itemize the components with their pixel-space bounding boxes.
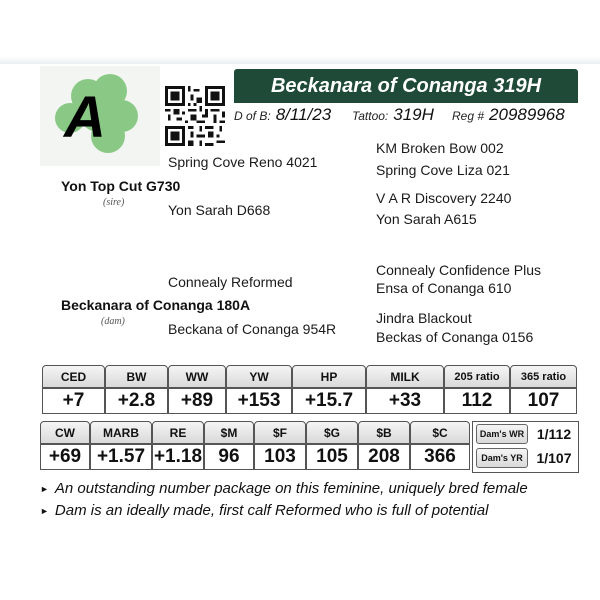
pedigree-ds-dam: Ensa of Conanga 610 — [376, 280, 512, 296]
epd-value: +1.18 — [152, 444, 204, 470]
dob-label: D of B: — [234, 109, 271, 123]
grade-letter: A — [64, 85, 106, 150]
epd-value: 96 — [204, 444, 254, 470]
bullet-icon: ► — [40, 483, 49, 494]
dam-wr-value: 1/112 — [536, 426, 572, 442]
epd-value: 208 — [358, 444, 410, 470]
epd-value-row — [42, 388, 577, 414]
pedigree-dam: Beckanara of Conanga 180A — [61, 297, 251, 313]
epd-value: 103 — [254, 444, 306, 470]
pedigree-sd-dam: Yon Sarah A615 — [376, 211, 477, 227]
epd-value: +89 — [168, 388, 226, 414]
pedigree-sire: Yon Top Cut G730 — [61, 178, 181, 194]
bullet-icon: ► — [40, 505, 49, 516]
epd-header: WW — [168, 365, 226, 388]
epd-value: +69 — [40, 444, 90, 470]
note-text: An outstanding number package on this feminine, uniquely bred female — [54, 480, 528, 497]
dob-value: 8/11/23 — [275, 105, 332, 124]
animal-name-title: Beckanara of Conanga 319H — [234, 69, 578, 103]
dam-wr-label: Dam's WR — [476, 424, 528, 444]
sire-note: (sire) — [103, 197, 125, 208]
epd-header: CED — [42, 365, 105, 388]
epd-header: $F — [254, 421, 306, 444]
note-text: Dam is an ideally made, first calf Reformed who is full of potential — [54, 502, 489, 519]
dam-yr-label: Dam's YR — [476, 448, 528, 468]
epd-header: $G — [306, 421, 358, 444]
reg-label: Reg # — [452, 109, 485, 123]
reg-group — [452, 105, 565, 127]
epd-header: MARB — [90, 421, 152, 444]
pedigree-sd-sire: V A R Discovery 2240 — [376, 190, 512, 206]
epd-value: 366 — [410, 444, 470, 470]
tattoo-label: Tattoo: — [352, 109, 389, 123]
qr-code[interactable] — [165, 86, 225, 146]
dam-yr-value: 1/107 — [536, 450, 572, 466]
tattoo-group — [352, 105, 434, 127]
tattoo-value: 319H — [393, 105, 434, 124]
epd-value: +33 — [366, 388, 444, 414]
epd-value: 105 — [306, 444, 358, 470]
epd-header: BW — [105, 365, 168, 388]
epd-value-row — [40, 444, 470, 470]
note-item — [40, 480, 528, 497]
epd-table-2 — [40, 421, 470, 470]
header-band — [0, 0, 600, 64]
note-item — [40, 502, 488, 519]
epd-header: HP — [292, 365, 366, 388]
epd-header: 205 ratio — [444, 365, 510, 388]
reg-value: 20989968 — [489, 105, 565, 124]
epd-header: $C — [410, 421, 470, 444]
epd-header: $B — [358, 421, 410, 444]
epd-header: 365 ratio — [510, 365, 577, 388]
epd-header: MILK — [366, 365, 444, 388]
dam-note: (dam) — [101, 316, 125, 327]
pedigree-ds-sire: Connealy Confidence Plus — [376, 262, 541, 278]
dob-group — [234, 105, 331, 127]
epd-value: 107 — [510, 388, 577, 414]
epd-header: RE — [152, 421, 204, 444]
epd-value: 112 — [444, 388, 510, 414]
pedigree-dam-dam: Beckana of Conanga 954R — [168, 321, 337, 337]
epd-value: +7 — [42, 388, 105, 414]
epd-value: +1.57 — [90, 444, 152, 470]
epd-table-1 — [42, 365, 577, 414]
epd-header-row — [42, 365, 577, 388]
epd-header-row — [40, 421, 470, 444]
qr-code-icon — [165, 86, 225, 146]
pedigree-sire-sire: Spring Cove Reno 4021 — [168, 154, 318, 170]
epd-header: $M — [204, 421, 254, 444]
epd-header: YW — [226, 365, 292, 388]
pedigree-sire-dam: Yon Sarah D668 — [168, 202, 271, 218]
pedigree-ss-dam: Spring Cove Liza 021 — [376, 162, 510, 178]
epd-value: +153 — [226, 388, 292, 414]
epd-value: +15.7 — [292, 388, 366, 414]
pedigree-dd-sire: Jindra Blackout — [376, 310, 472, 326]
epd-header: CW — [40, 421, 90, 444]
pedigree-ss-sire: KM Broken Bow 002 — [376, 140, 504, 156]
epd-value: +2.8 — [105, 388, 168, 414]
pedigree-dam-sire: Connealy Reformed — [168, 274, 293, 290]
grade-logo — [40, 66, 160, 166]
pedigree-dd-dam: Beckas of Conanga 0156 — [376, 329, 534, 345]
